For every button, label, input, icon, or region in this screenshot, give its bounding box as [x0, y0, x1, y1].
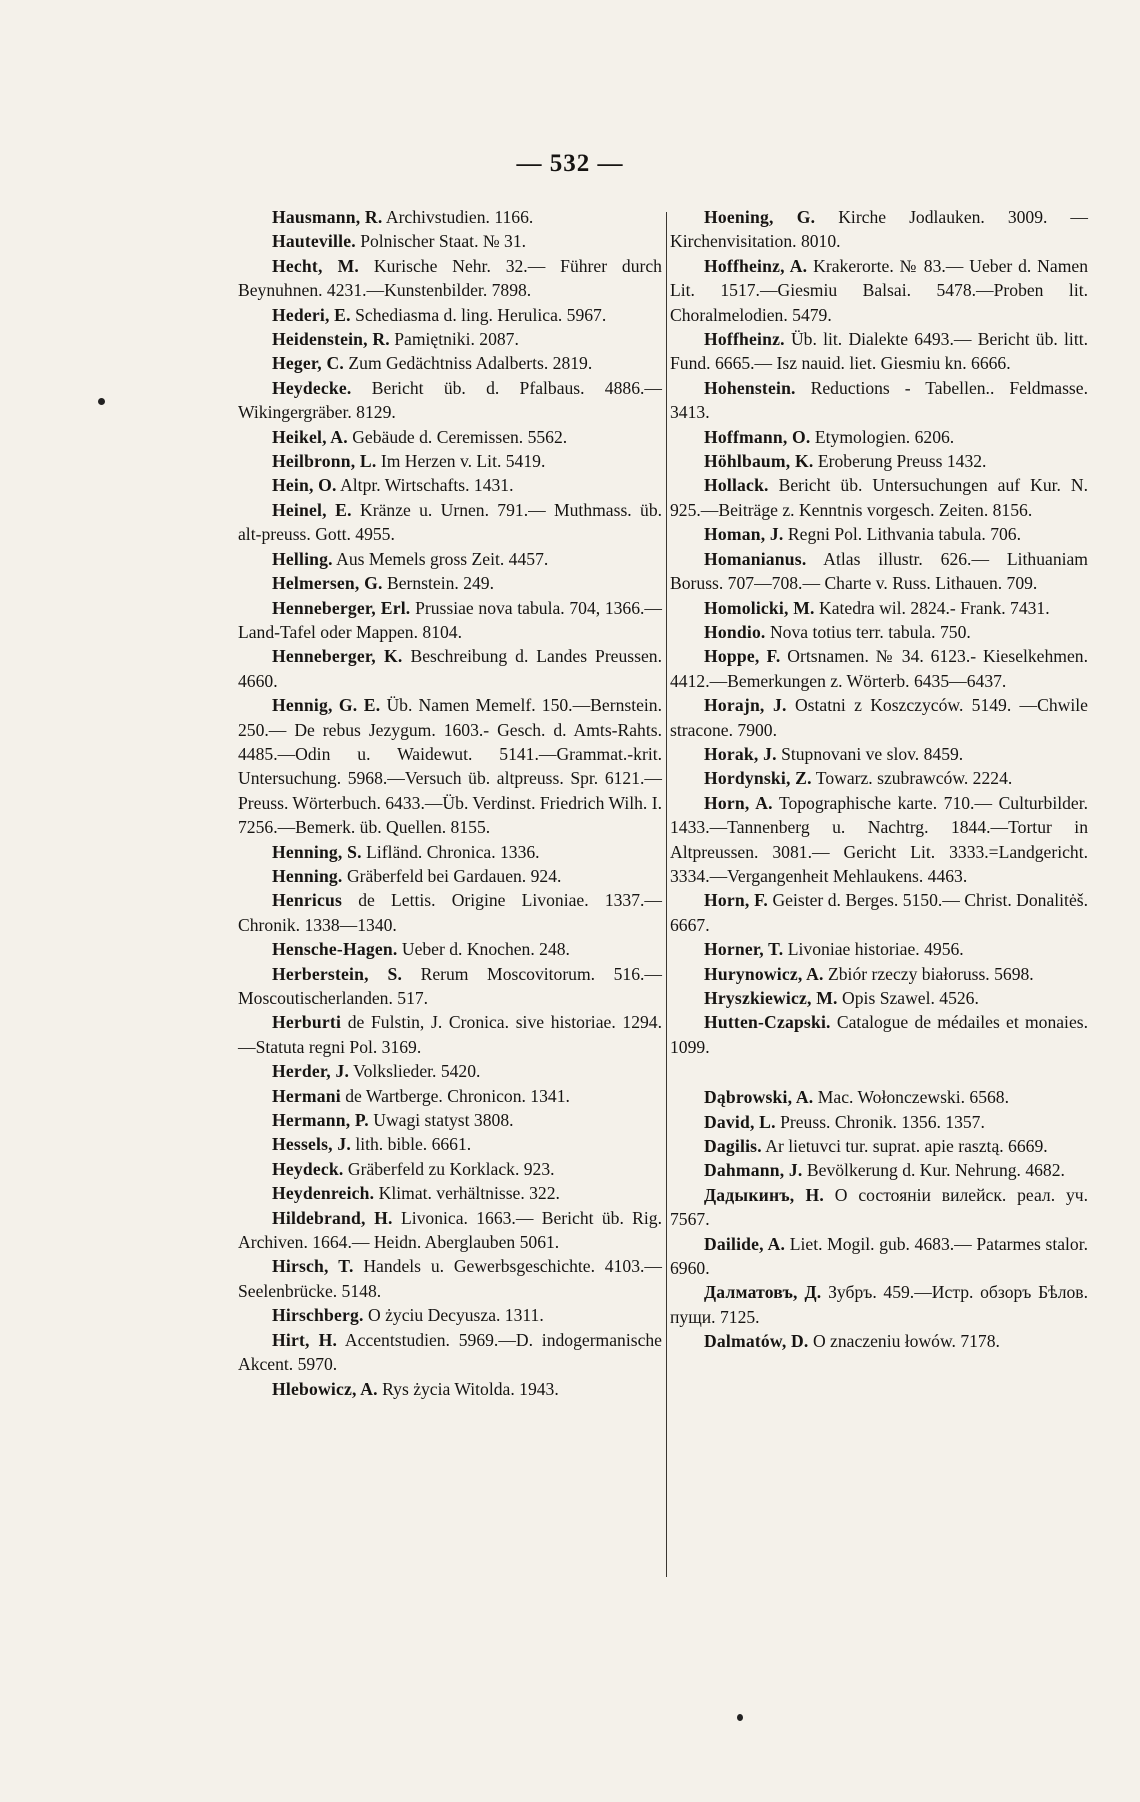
index-entry — [670, 376, 1088, 425]
index-entry — [238, 937, 662, 961]
index-entry — [238, 1157, 662, 1181]
index-entry — [238, 1303, 662, 1327]
entry-text: Nova totius terr. tabula. 750. — [765, 621, 971, 642]
entry-text: Towarz. szubrawców. 2224. — [811, 768, 1013, 789]
index-entry — [670, 644, 1088, 693]
index-entry — [670, 986, 1088, 1010]
entry-text: lith. bible. 6661. — [350, 1134, 472, 1155]
entry-text: Im Herzen v. Lit. 5419. — [376, 451, 546, 472]
entry-text: Ostatni z Koszczyców. 5149. —Chwile stracone. 7900. — [670, 695, 1088, 740]
entry-text: de Lettis. Origine Livoniae. 1337.—Chronik. 1338—1340. — [238, 890, 662, 935]
entry-text: Krakerorte. № 83.— Ueber d. Namen Lit. 1517.—Giesmiu Balsai. 5478.—Proben lit. Choralmelodien. 5479. — [670, 255, 1088, 325]
index-entry — [238, 1010, 662, 1059]
entry-text: Gräberfeld bei Gardauen. 924. — [342, 865, 562, 886]
index-entry — [670, 596, 1088, 620]
index-entry — [670, 1280, 1088, 1329]
entry-headword: Hryszkiewicz, M. — [704, 988, 838, 1008]
entry-text: Üb. lit. Dialekte 6493.— Bericht üb. litt. Fund. 6665.— Isz nauid. liet. Giesmiu kn. 6666. — [670, 329, 1088, 374]
entry-text: Reductions - Tabellen.. Feldmasse. 3413. — [670, 377, 1088, 423]
entry-headword: Homanianus. — [704, 548, 807, 569]
entry-text: Atlas illustr. 626.— Lithuaniam Boruss. 707—708.— Charte v. Russ. Lithauen. 709. — [670, 548, 1088, 594]
entry-text: Catalogue de médailes et monaies. 1099. — [670, 1012, 1088, 1057]
entry-headword: Henneberger, Erl. — [272, 597, 411, 618]
entry-text: Archivstudien. 1166. — [382, 207, 534, 227]
entry-headword: Hollack. — [704, 475, 769, 496]
index-entry — [238, 1108, 662, 1132]
entry-headword: Herberstein, S. — [272, 963, 403, 984]
index-entry — [670, 766, 1088, 790]
entry-headword: Hederi, E. — [272, 304, 351, 325]
index-entry — [670, 1329, 1088, 1353]
index-entry — [238, 840, 662, 864]
entry-text: Aus Memels gross Zeit. 4457. — [332, 548, 549, 569]
entry-text: Livoniae historiae. 4956. — [783, 939, 964, 960]
entry-headword: Dąbrowski, A. — [704, 1087, 814, 1108]
index-entry — [670, 620, 1088, 644]
entry-headword: Дадыкинъ, Н. — [704, 1184, 824, 1205]
entry-text: Katedra wil. 2824.- Frank. 7431. — [814, 597, 1050, 618]
entry-text: Uwagi statyst 3808. — [368, 1110, 514, 1131]
entry-headword: Hohenstein. — [704, 377, 796, 398]
left-column — [238, 205, 662, 1401]
entry-headword: Heger, C. — [272, 353, 344, 374]
index-entry — [670, 1232, 1088, 1281]
index-entry — [238, 1328, 662, 1377]
entry-text: Polnischer Staat. № 31. — [355, 231, 527, 252]
index-entry — [238, 1059, 662, 1083]
entry-headword: Henricus — [272, 890, 343, 911]
entry-text: Lifländ. Chronica. 1336. — [361, 841, 540, 862]
entry-text: Kirche Jodlauken. 3009. —Kirchenvisitation. 8010. — [670, 207, 1088, 252]
index-entry — [238, 376, 662, 425]
column-divider — [666, 212, 667, 1577]
entry-text: О состоянiи вилейск. реал. уч. 7567. — [670, 1184, 1088, 1230]
entry-headword: Hirsch, T. — [272, 1256, 354, 1277]
entry-text: Volkslieder. 5420. — [349, 1061, 481, 1082]
entry-text: Schediasma d. ling. Herulica. 5967. — [350, 304, 607, 325]
index-entry — [238, 425, 662, 449]
index-entry — [238, 327, 662, 351]
entry-headword: Heydeck. — [272, 1158, 344, 1179]
index-entry — [670, 693, 1088, 742]
index-entry — [670, 547, 1088, 596]
index-entry — [670, 254, 1088, 327]
entry-text: Altpr. Wirtschafts. 1431. — [336, 475, 514, 496]
entry-headword: Dahmann, J. — [704, 1160, 803, 1181]
entry-headword: Hermani — [272, 1085, 341, 1106]
entry-text: Regni Pol. Lithvania tabula. 706. — [783, 524, 1021, 545]
entry-headword: Hein, O. — [272, 475, 337, 496]
entry-headword: Homolicki, M. — [704, 597, 815, 618]
index-entry — [238, 547, 662, 571]
index-entry — [670, 1134, 1088, 1158]
entry-headword: Dagilis. — [704, 1136, 762, 1157]
entry-headword: Dalmatów, D. — [704, 1331, 809, 1352]
entry-headword: Heidenstein, R. — [272, 329, 390, 350]
index-entry — [670, 327, 1088, 376]
index-entry — [670, 1110, 1088, 1134]
entry-text: Mac. Wołonczewski. 6568. — [813, 1087, 1010, 1108]
entry-text: Etymologien. 6206. — [810, 426, 955, 447]
index-entry — [670, 1085, 1088, 1109]
entry-text: Üb. Namen Memelf. 150.—Bernstein. 250.— De rebus Jezygum. 1603.- Gesch. d. Amts-Rahts. 4485.—Odin u. Waidewut. 5141.—Grammat.-krit. Untersuchung. 5968.—Versuch üb. altpreuss. Spr. 6121.—Preuss. Wörterbuch. 6433.—Üb. Verdinst. Friedrich Wilh. I. 7256.—Bemerk. üb. Quellen. 8155. — [238, 695, 662, 838]
entry-headword: Hoppe, F. — [704, 646, 781, 667]
entry-headword: Horn, A. — [704, 792, 773, 813]
entry-headword: Höhlbaum, K. — [704, 451, 814, 472]
stray-ink-dot — [98, 398, 105, 405]
entry-text: Bernstein. 249. — [382, 573, 494, 594]
entry-headword: Heydenreich. — [272, 1183, 375, 1204]
entry-headword: Herder, J. — [272, 1061, 350, 1082]
entry-text: Zum Gedächtniss Adalberts. 2819. — [344, 353, 593, 374]
entry-headword: Hermann, P. — [272, 1110, 369, 1131]
entry-text: Ar lietuvci tur. suprat. apie rasztą. 6669. — [761, 1136, 1048, 1157]
entry-headword: Dailide, A. — [704, 1233, 786, 1254]
entry-headword: Hurynowicz, A. — [704, 963, 824, 984]
entry-text: Kränze u. Urnen. 791.— Muthmass. üb. alt-preuss. Gott. 4955. — [238, 499, 663, 545]
page-number: — 532 — — [516, 150, 624, 177]
entry-headword: David, L. — [704, 1111, 776, 1132]
entry-headword: Homan, J. — [704, 524, 784, 545]
entry-text: Gräberfeld zu Korklack. 923. — [343, 1158, 555, 1179]
index-entry — [670, 937, 1088, 961]
entry-headword: Hoffheinz, A. — [704, 255, 808, 276]
index-entry — [670, 962, 1088, 986]
entry-headword: Helmersen, G. — [272, 573, 383, 594]
index-entry — [670, 1010, 1088, 1059]
entry-text: Kurische Nehr. 32.— Führer durch Beynuhnen. 4231.—Kunstenbilder. 7898. — [238, 255, 662, 301]
entry-headword: Heikel, A. — [272, 426, 348, 447]
entry-text: Gebäude d. Ceremissen. 5562. — [347, 426, 568, 447]
entry-text: Handels u. Gewerbsgeschichte. 4103.—Seelenbrücke. 5148. — [238, 1256, 662, 1301]
right-column — [670, 205, 1088, 1354]
index-entry — [670, 449, 1088, 473]
entry-text: Bericht üb. d. Pfalbaus. 4886.—Wikingergräber. 8129. — [238, 377, 662, 423]
entry-headword: Hutten-Czapski. — [704, 1012, 831, 1033]
entry-text: Bericht üb. Untersuchungen auf Kur. N. 925.—Beiträge z. Kenntnis vorgesch. Zeiten. 8156. — [670, 475, 1088, 520]
index-entry — [670, 1183, 1088, 1232]
index-entry — [670, 888, 1088, 937]
index-entry — [670, 522, 1088, 546]
entry-text: Rys życia Witolda. 1943. — [377, 1378, 559, 1399]
index-entry — [238, 693, 662, 839]
index-entry — [670, 742, 1088, 766]
entry-headword: Hordynski, Z. — [704, 768, 812, 789]
entry-headword: Hauteville. — [272, 231, 356, 252]
index-entry — [238, 303, 662, 327]
entry-text: Preuss. Chronik. 1356. 1357. — [775, 1111, 985, 1132]
entry-headword: Hirschberg. — [272, 1305, 364, 1326]
entry-headword: Hecht, M. — [272, 255, 360, 276]
entry-headword: Horak, J. — [704, 743, 777, 764]
index-entry — [238, 473, 662, 497]
entry-headword: Heinel, E. — [272, 499, 352, 520]
entry-headword: Horner, T. — [704, 939, 784, 960]
index-entry — [238, 205, 662, 229]
entry-text: Rerum Moscovitorum. 516.—Moscoutischerlanden. 517. — [238, 963, 663, 1008]
entry-text: Zbiór rzeczy białoruss. 5698. — [823, 963, 1034, 984]
entry-headword: Hoffmann, O. — [704, 426, 811, 447]
entry-text: Prussiae nova tabula. 704, 1366.—Land-Tafel oder Mappen. 8104. — [238, 597, 662, 642]
entry-text: Accentstudien. 5969.—D. indogermanische Akcent. 5970. — [238, 1329, 662, 1375]
entry-headword: Horn, F. — [704, 890, 769, 911]
index-entry — [670, 473, 1088, 522]
entry-text: Klimat. verhältnisse. 322. — [374, 1183, 560, 1204]
index-entry — [238, 1377, 662, 1401]
entry-headword: Hoffheinz. — [704, 329, 785, 350]
index-entry — [238, 498, 662, 547]
index-entry — [238, 571, 662, 595]
entry-text: O życiu Decyusza. 1311. — [363, 1305, 544, 1326]
index-entry — [238, 1206, 662, 1255]
entry-text: Ortsnamen. № 34. 6123.- Kieselkehmen. 4412.—Bemerkungen z. Wörterb. 6435—6437. — [670, 646, 1088, 691]
entry-text: Ueber d. Knochen. 248. — [397, 939, 570, 960]
entry-text: de Fulstin, J. Cronica. sive historiae. 1294.—Statuta regni Pol. 3169. — [238, 1012, 662, 1057]
entry-headword: Hirt, H. — [272, 1329, 338, 1350]
index-entry — [670, 1158, 1088, 1182]
entry-headword: Hildebrand, H. — [272, 1207, 393, 1228]
entry-text: Liet. Mogil. gub. 4683.— Patarmes stalor. 6960. — [670, 1233, 1088, 1279]
entry-text: Beschreibung d. Landes Preussen. 4660. — [238, 646, 662, 691]
index-entry — [238, 1132, 662, 1156]
entry-headword: Hensche-Hagen. — [272, 939, 398, 960]
index-entry — [670, 425, 1088, 449]
index-entry — [238, 254, 662, 303]
entry-headword: Heilbronn, L. — [272, 451, 377, 472]
entry-headword: Hoening, G. — [704, 207, 816, 227]
entry-headword: Hennig, G. E. — [272, 695, 381, 716]
index-entry — [238, 351, 662, 375]
entry-text: Stupnovani ve slov. 8459. — [776, 743, 964, 764]
index-entry — [238, 1254, 662, 1303]
entry-text: Geister d. Berges. 5150.— Christ. Donalitėš. 6667. — [670, 890, 1088, 935]
entry-text: O znaczeniu łowów. 7178. — [808, 1331, 1000, 1352]
entry-headword: Hondio. — [704, 621, 766, 642]
entry-headword: Horajn, J. — [704, 695, 787, 716]
entry-headword: Henneberger, K. — [272, 646, 403, 667]
entry-headword: Далматовъ, Д. — [704, 1282, 822, 1303]
entry-text: Opis Szawel. 4526. — [837, 988, 979, 1008]
index-entry — [238, 449, 662, 473]
entry-text: Livonica. 1663.— Bericht üb. Rig. Archiven. 1664.— Heidn. Aberglauben 5061. — [238, 1207, 662, 1253]
entry-text: Bevölkerung d. Kur. Nehrung. 4682. — [802, 1160, 1065, 1181]
entry-headword: Hessels, J. — [272, 1134, 351, 1155]
stray-ink-dot — [737, 1714, 743, 1721]
index-entry — [238, 864, 662, 888]
index-entry — [238, 644, 662, 693]
index-entry — [238, 962, 662, 1011]
index-entry — [670, 205, 1088, 254]
entry-headword: Henning. — [272, 865, 343, 886]
entry-headword: Helling. — [272, 548, 333, 569]
entry-headword: Herburti — [272, 1012, 342, 1033]
entry-text: de Wartberge. Chronicon. 1341. — [340, 1085, 570, 1106]
entry-text: Зубръ. 459.—Истр. обзоръ Бѣлов. пущи. 7125. — [670, 1282, 1089, 1327]
entry-headword: Heydecke. — [272, 377, 352, 398]
index-entry — [238, 596, 662, 645]
index-entry — [670, 791, 1088, 889]
index-entry — [238, 1181, 662, 1205]
entry-headword: Hausmann, R. — [272, 207, 383, 227]
entry-text: Eroberung Preuss 1432. — [813, 451, 987, 472]
entry-text: Topographische karte. 710.— Culturbilder. 1433.—Tannenberg u. Nachtrg. 1844.—Tortur in Altpreussen. 3081.— Gericht Lit. 3333.=Landgericht. 3334.—Vergangenheit Mehlaukens. 4463. — [670, 792, 1088, 886]
entry-headword: Henning, S. — [272, 841, 362, 862]
index-entry — [238, 1084, 662, 1108]
entry-headword: Hlebowicz, A. — [272, 1378, 378, 1399]
index-entry — [238, 888, 662, 937]
index-entry — [238, 229, 662, 253]
entry-text: Pamiętniki. 2087. — [389, 329, 519, 350]
